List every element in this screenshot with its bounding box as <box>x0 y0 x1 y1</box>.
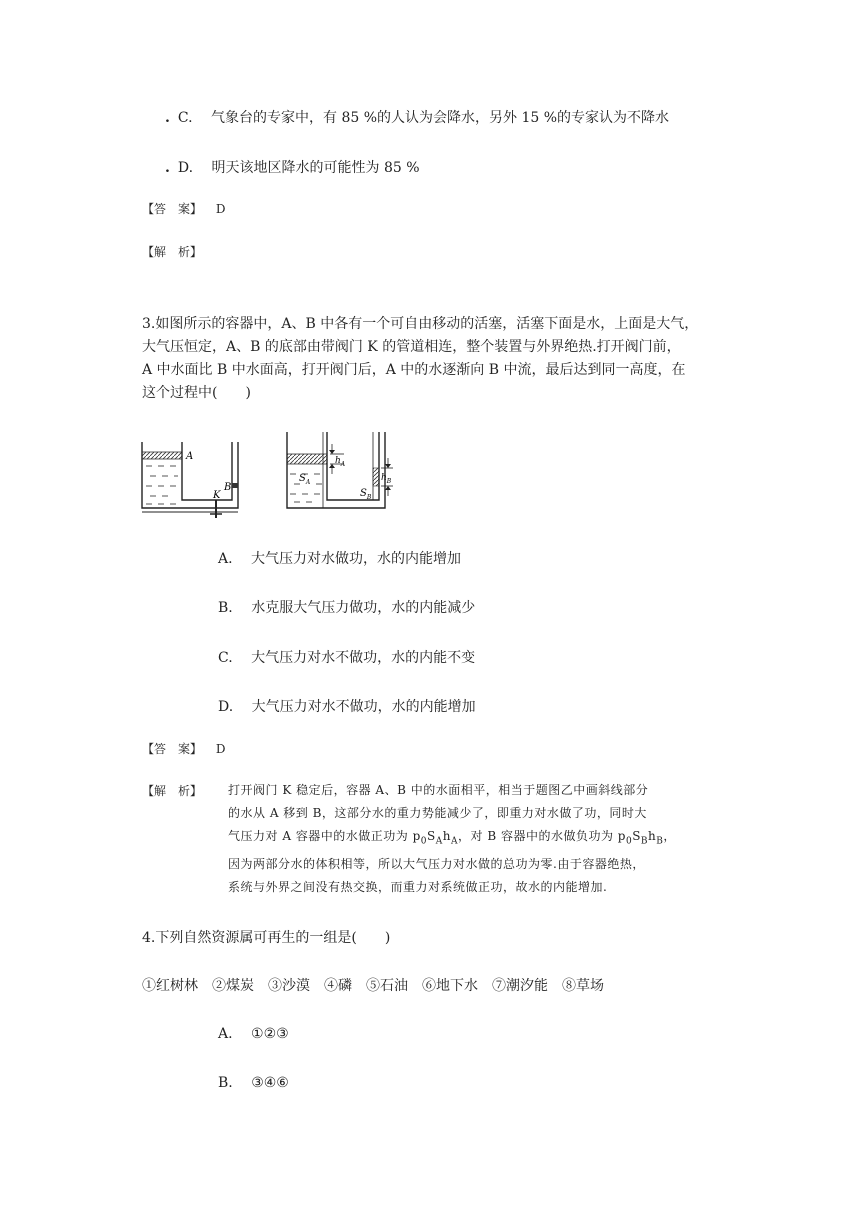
label-k: K <box>213 490 221 501</box>
q3-option-a <box>218 548 461 568</box>
option-text: 水克服大气压力做功，水的内能减少 <box>251 600 476 616</box>
label-sb-sub: B <box>366 494 372 501</box>
answer-value: D <box>215 742 226 756</box>
stem-line: 3.如图所示的容器中，A、B 中各有一个可自由移动的活塞，活塞下面是水，上面是大气， <box>142 316 699 332</box>
figure-right <box>287 432 393 508</box>
analysis-line: 系统与外界之间没有热交换，而重力对系统做正功，故水的内能增加. <box>228 880 608 895</box>
label-sa: S <box>299 473 306 484</box>
label-ha: h <box>335 456 341 466</box>
question-3-stem <box>142 313 698 405</box>
label-hb: h <box>381 473 387 483</box>
q4-option-b <box>218 1075 289 1091</box>
analysis-line: 的水从 A 移到 B，这部分水的重力势能减少了，即重力对水做了功，同时大 <box>228 806 647 820</box>
label-ha-sub: A <box>340 461 346 468</box>
option-label: A. <box>218 1026 233 1042</box>
option-text: 大气压力对水不做功，水的内能不变 <box>251 650 476 666</box>
q4-option-a <box>218 1026 289 1042</box>
label-sb: S <box>360 488 367 499</box>
label-a: A <box>186 451 194 462</box>
q3-answer-row <box>142 740 225 757</box>
q3-analysis-body <box>228 779 676 899</box>
analysis-line-formula: 气压力对 A 容器中的水做正功为 $p_0S_Ah_A$，对 B 容器中的水做负功为 $p_0S_Bh_B$， <box>228 829 676 847</box>
option-label: C. <box>177 110 193 126</box>
q3-option-c <box>218 647 475 667</box>
option-text: 气象台的专家中，有 85 %的人认为会降水，另外 15 %的专家认为不降水 <box>211 110 670 126</box>
q3-option-b <box>218 597 475 617</box>
stem-line: 这个过程中( ) <box>142 385 251 401</box>
option-text: ③④⑥ <box>251 1075 289 1091</box>
label-hb-sub: B <box>386 478 392 485</box>
option-text: ①②③ <box>251 1026 289 1042</box>
label-b: B <box>224 482 232 493</box>
answer-row <box>142 200 225 217</box>
option-text: 大气压力对水做功，水的内能增加 <box>251 551 462 567</box>
label-sa-sub: A <box>305 479 311 486</box>
answer-value: D <box>215 202 226 216</box>
option-label: D. <box>218 699 234 715</box>
svg-text:hB <box>381 473 392 485</box>
answer-label: 【答 案】 <box>142 742 203 756</box>
q3-analysis-label: 【解 析】 <box>142 784 203 798</box>
option-label: B. <box>218 1075 233 1091</box>
analysis-line: 打开阀门 K 稳定后，容器 A、B 中的水面相平，相当于题图乙中画斜线部分 <box>228 783 649 797</box>
container-figure <box>138 428 398 520</box>
stem-line: A 中水面比 B 中水面高，打开阀门后，A 中的水逐渐向 B 中流，最后达到同一高度，在 <box>142 362 686 378</box>
option-text: 大气压力对水不做功，水的内能增加 <box>251 699 476 715</box>
figure-left <box>142 442 238 518</box>
svg-text:SA <box>299 473 311 486</box>
option-c: . C. 气象台的专家中，有 85 %的人认为会降水，另外 15 %的专家认为不降水 <box>165 110 670 126</box>
analysis-line: 因为两部分水的体积相等，所以大气压力对水做的总功为零.由于容器绝热， <box>228 857 645 872</box>
question-4-stem: 4.下列自然资源属可再生的一组是( ) <box>142 930 391 946</box>
option-label: B. <box>218 600 233 616</box>
option-text: 明天该地区降水的可能性为 85 % <box>211 160 420 176</box>
option-label: D. <box>177 160 194 176</box>
svg-text:SB <box>360 488 372 501</box>
svg-text:hA <box>335 456 346 468</box>
option-label: A. <box>218 551 233 567</box>
answer-label: 【答 案】 <box>142 202 203 216</box>
question-4-items: ①红树林 ②煤炭 ③沙漠 ④磷 ⑤石油 ⑥地下水 ⑦潮汐能 ⑧草场 <box>142 978 604 994</box>
option-label: C. <box>218 650 233 666</box>
analysis-label: 【解 析】 <box>142 245 203 259</box>
option-d: . D. 明天该地区降水的可能性为 85 % <box>165 160 420 176</box>
stem-line: 大气压恒定，A、B 的底部由带阀门 K 的管道相连，整个装置与外界绝热.打开阀门前， <box>142 339 681 355</box>
q3-option-d <box>218 696 476 716</box>
